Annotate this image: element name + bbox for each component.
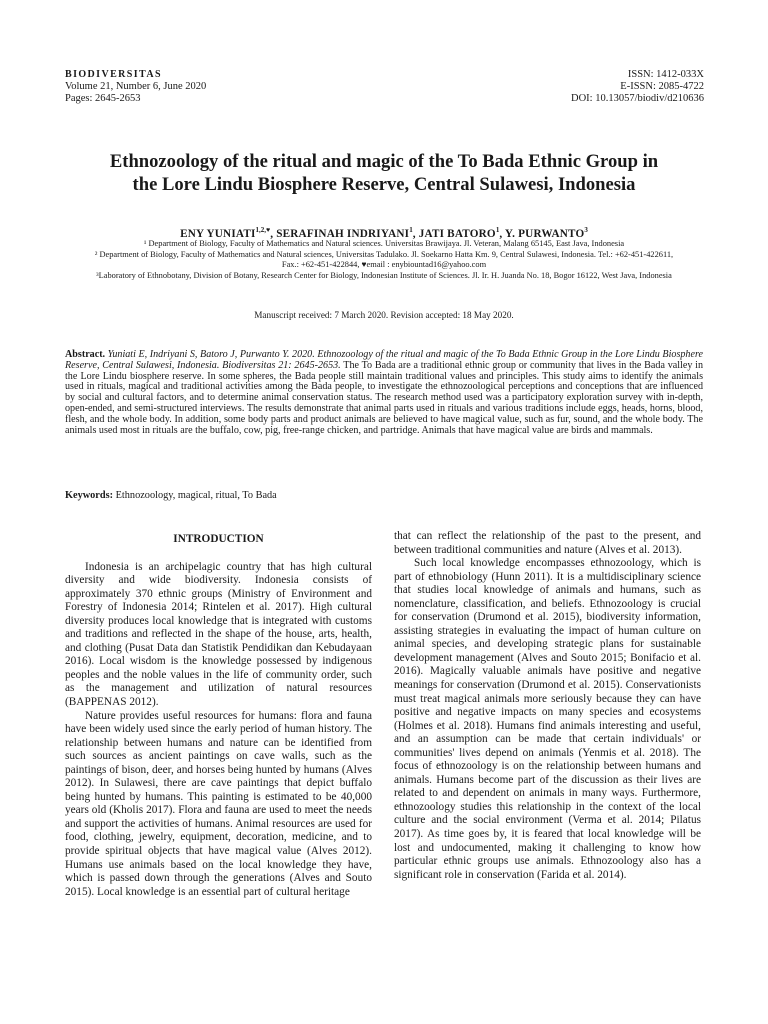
affiliation-2: ² Department of Biology, Faculty of Mathematics and Natural sciences, Universitas Tadulako. Jl. Soekarno Hatta Km. 9, Central Sulawesi, Indonesia. Tel.: +62-451-422611, Fax.: +62-451-422844, ♥email : enybiountad16@yahoo.com	[94, 249, 674, 270]
body-column-right	[394, 530, 701, 882]
manuscript-dates: Manuscript received: 7 March 2020. Revision accepted: 18 May 2020.	[254, 310, 514, 320]
keywords-label: Keywords:	[65, 490, 114, 501]
author-1: ENY YUNIATI	[180, 228, 256, 240]
journal-pages: Pages: 2645-2653	[65, 93, 141, 104]
affiliations	[90, 239, 678, 281]
abstract	[65, 350, 703, 436]
author-4-affil: 3	[584, 226, 588, 234]
affiliation-3: ³Laboratory of Ethnobotany, Division of Botany, Research Center for Biology, Indonesian Institute of Sciences. Jl. Ir. H. Juanda No. 18, Bogor 16122, West Java, Indonesia	[96, 270, 672, 280]
title-line-1: Ethnozoology of the ritual and magic of the To Bada Ethnic Group in	[109, 151, 659, 172]
journal-volume: Volume 21, Number 6, June 2020	[65, 81, 207, 92]
section-heading-introduction: INTRODUCTION	[173, 533, 264, 545]
affiliation-1: ¹ Department of Biology, Faculty of Mathematics and Natural sciences. Universitas Brawijaya. Jl. Veteran, Malang 65145, East Java, Indonesia	[143, 239, 625, 248]
author-list	[60, 226, 708, 240]
journal-name: BIODIVERSITAS	[65, 69, 162, 80]
paragraph: that can reflect the relationship of the past to the present, and between traditional communities and nature (Alves et al. 2013).	[394, 530, 701, 556]
body-column-left	[65, 533, 372, 899]
doi: DOI: 10.13057/biodiv/d210636	[571, 93, 704, 104]
author-1-affil: 1,2,♥	[255, 226, 271, 234]
journal-header-left	[65, 69, 206, 105]
paragraph: Indonesia is an archipelagic country that has high cultural diversity and wide biodiversity. Indonesia consists of approximately 370 ethnic groups (Ministry of Environment and Forestry of Indonesia 2014; Rintelen et al. 2017). High cultural diversity produces local knowledge that is integrated with customs and traditions and reflected in the shape of the house, arts, health, and clothing (Pusat Data dan Statistik Pendidikan dan Kebudayaan 2016). Local wisdom is the knowledge possessed by indigenous peoples and the noble values in the life of community order, such as the management and utilization of natural resources (BAPPENAS 2012).	[65, 560, 372, 709]
article-title	[60, 150, 708, 196]
paragraph: Such local knowledge encompasses ethnozoology, which is part of ethnobiology (Hunn 2011). It is a multidisciplinary science that studies local knowledge of animals and humans, such as nomenclature, classification, and beliefs. Ethnozoology is crucial for conservation (Drumond et al. 2015), biodiversity information, assisting strategies in evaluating the impact of human culture on animal species, and developing strategic plans for sustainable development management (Alves and Souto 2015; Bonifacio et al. 2016). Magically valuable animals have positive and negative meanings for conservation (Drumond et al. 2015). Conservationists must treat magical animals more seriously because they can have positive and negative impacts on many species and ecosystems (Holmes et al. 2018). Humans find animals interesting and useful, and an assumption can be made that certain individuals' or communities' lives depend on animals (Yenmis et al. 2018). The focus of ethnozoology is on the relationship between humans and animals. Humans become part of the discussion as their lives are related to and dependent on animals in many ways. Furthermore, ethnozoology studies this relationship in the context of the local culture and the social environment (Verma et al. 2014; Pilatus 2017). As time goes by, it is feared that local knowledge will be lost and undocumented, making it challenging to know how particular ethnic groups use animals. Ethnozoology also has a significant role in conservation (Farida et al. 2014).	[394, 557, 701, 881]
keywords	[65, 490, 703, 501]
abstract-label: Abstract.	[65, 349, 106, 360]
author-3-affil: 1	[495, 226, 500, 234]
author-3: , JATI BATORO	[412, 228, 496, 240]
paragraph: Nature provides useful resources for humans: flora and fauna have been widely used since the early period of human history. The relationship between humans and nature can be identified from such sources as ancient paintings on cave walls, such as the paintings of bison, deer, and horses being hunted by humans (Alves 2012). In Sulawesi, there are cave paintings that depict buffalo being hunted by humans. This painting is estimated to be 40,000 years old (Kholis 2017). Flora and fauna are used to meet the needs and support the activities of humans. Animal resources are used for food, clothing, jewelry, equipment, decoration, medicine, and to provide spiritual objects that have magical value (Alves 2012). Humans use animals based on the local knowledge they have, which is passed down through the generations (Alves and Souto 2015). Local knowledge is an essential part of cultural heritage	[65, 709, 372, 898]
title-line-2: the Lore Lindu Biosphere Reserve, Central Sulawesi, Indonesia	[132, 174, 636, 195]
author-4: , Y. PURWANTO	[499, 228, 585, 240]
keywords-text: Ethnozoology, magical, ritual, To Bada	[115, 490, 277, 501]
author-2-affil: 1	[409, 226, 413, 234]
journal-header-right	[571, 69, 704, 105]
issn: ISSN: 1412-033X	[627, 69, 704, 80]
abstract-body: The To Bada are a traditional ethnic group or community that lives in the Bada valley in the Lore Lindu biosphere reserve. In some spheres, the Bada people still maintain traditional values and principles. This study aims to identify the animals used in rituals, magical and traditional activities among the Bada people, to investigate the ethnozoological perceptions and conceptions that are influenced by social and cultural factors, and to determine animal conservation status. The research method used was a participatory exploration survey with in-depth, open-ended, and semi-structured interviews. The results demonstrate that animal parts used in rituals and various traditions include eggs, heads, horns, blood, flesh, and the whole body. In addition, some body parts and product animals are believed to have magical value, such as fur, sound, and the whole body. The animals used most in rituals are the buffalo, cow, pig, free-range chicken, and partridge. Animals that have magical value are birds and mammals.	[65, 359, 703, 436]
author-2: , SERAFINAH INDRIYANI	[270, 228, 410, 240]
eissn: E-ISSN: 2085-4722	[620, 81, 704, 92]
abstract-citation: Yuniati E, Indriyani S, Batoro J, Purwanto Y. 2020. Ethnozoology of the ritual and magic of the To Bada Ethnic Group in the Lore Lindu Biosphere Reserve, Central Sulawesi, Indonesia. Biodiversitas 21: 2645-2653.	[65, 349, 703, 371]
